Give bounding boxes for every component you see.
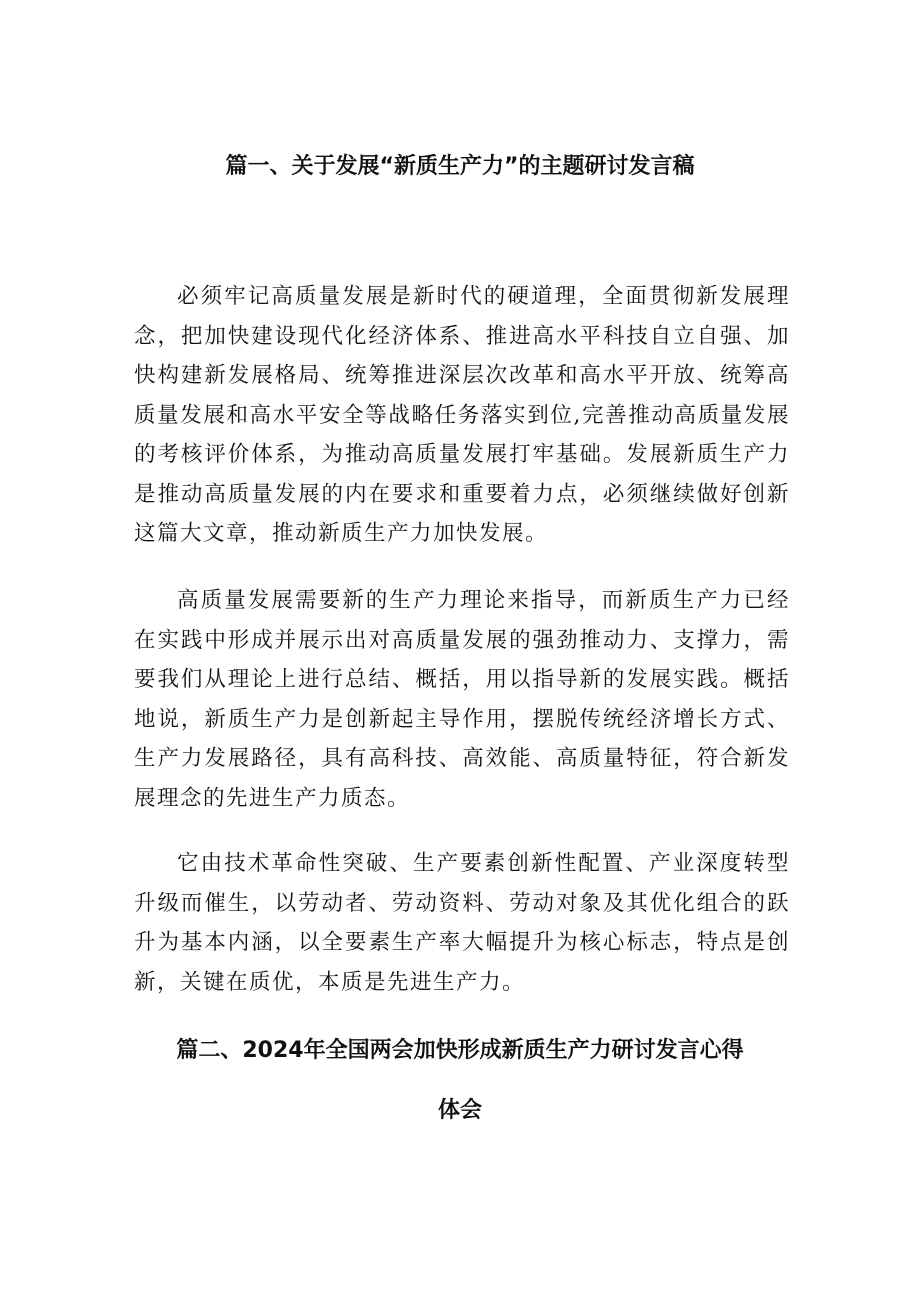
section-1-title: 篇一、关于发展“新质生产力”的主题研讨发言稿: [225, 154, 695, 179]
section-2-title-continued: 体会: [437, 1098, 482, 1123]
body-paragraph-1: 必须牢记高质量发展是新时代的硬道理，全面贯彻新发展理念，把加快建设现代化经济体系、推进高水平科技自立自强、加快构建新发展格局、统筹推进深层次改革和高水平开放、统筹高质量发展和高水平安全等战略任务落实到位,完善推动高质量发展的考核评价体系，为推动高质量发展打牢基础。发展新质生产力是推动高质量发展的内在要求和重要着力点，必须继续做好创新这篇大文章，推动新质生产力加快发展。: [134, 284, 790, 546]
section-2-title: 篇二、2024年全国两会加快形成新质生产力研讨发言心得: [176, 1038, 744, 1063]
body-paragraph-2: 高质量发展需要新的生产力理论来指导，而新质生产力已经在实践中形成并展示出对高质量发展的强劲推动力、支撑力，需要我们从理论上进行总结、概括，用以指导新的发展实践。概括地说，新质生产力是创新起主导作用，摆脱传统经济增长方式、生产力发展路径，具有高科技、高效能、高质量特征，符合新发展理念的先进生产力质态。: [134, 588, 790, 811]
body-paragraph-3: 它由技术革命性突破、生产要素创新性配置、产业深度转型升级而催生，以劳动者、劳动资料、劳动对象及其优化组合的跃升为基本内涵，以全要素生产率大幅提升为核心标志，特点是创新，关键在质优，本质是先进生产力。: [134, 851, 790, 995]
